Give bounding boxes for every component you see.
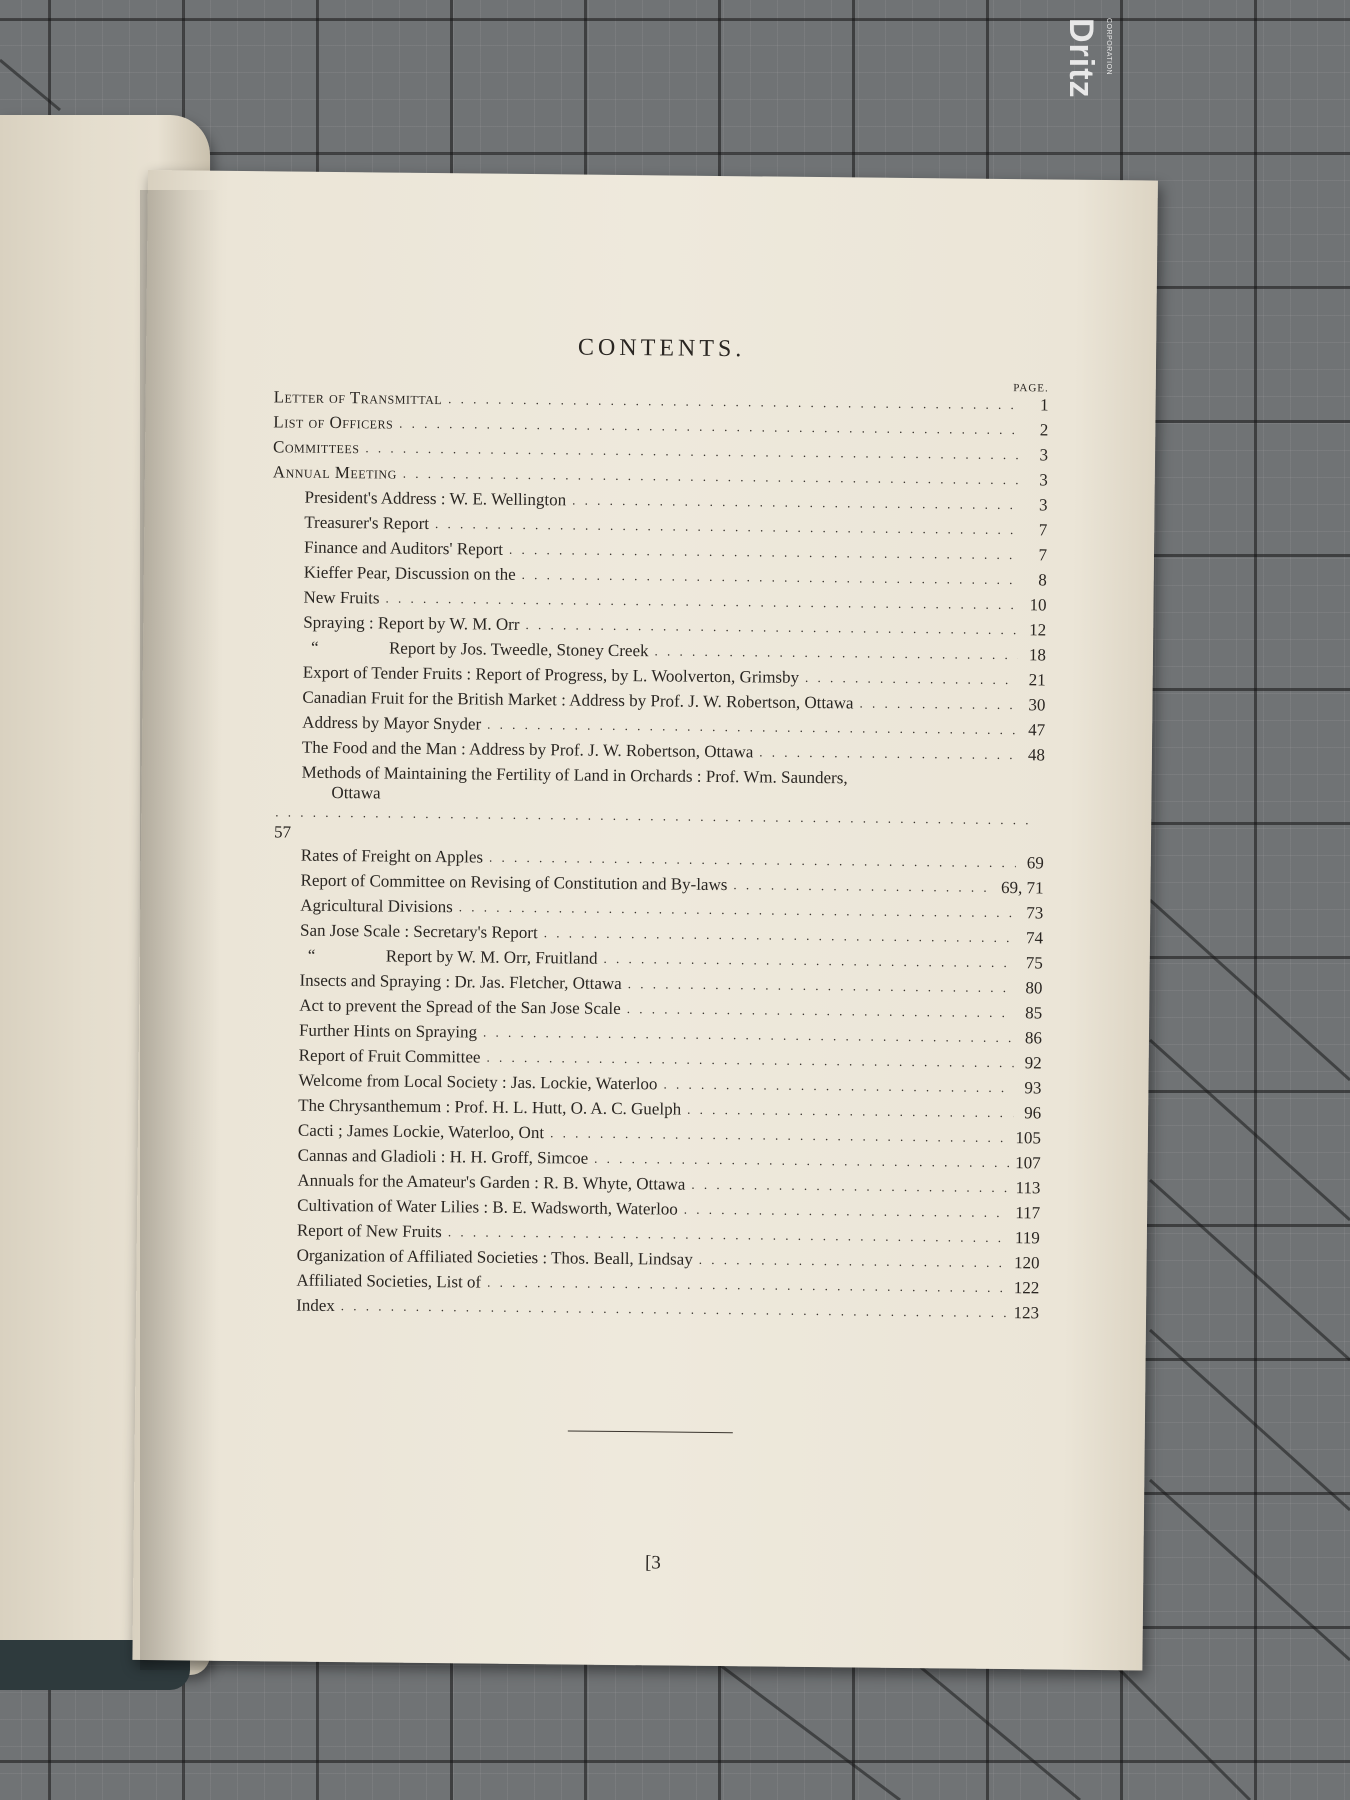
table-of-contents [264, 384, 1049, 1325]
toc-entry-title: Methods of Maintaining the Fertility of Land in Orchards : Prof. Wm. Saunders, [301, 762, 848, 788]
toc-entry-title: Cultivation of Water Lilies : B. E. Wadsworth, Waterloo [297, 1195, 678, 1219]
toc-entry-page: 21 [1028, 670, 1046, 690]
page-number: [3 [644, 1552, 661, 1574]
divider-rule [568, 1430, 733, 1433]
toc-entry-page: 107 [1015, 1153, 1041, 1173]
toc-entry-title: The Food and the Man : Address by Prof. J. W. Robertson, Ottawa [301, 737, 754, 762]
toc-entry-title: Committees [273, 437, 360, 458]
toc-entry-page: 93 [1024, 1078, 1042, 1098]
toc-entry-page: 69 [1026, 853, 1044, 873]
toc-entry-title: Annuals for the Amateur's Garden : R. B. Whyte, Ottawa [297, 1170, 686, 1194]
toc-entry-title: Rates of Freight on Apples [300, 845, 484, 867]
toc-entry-title-cont: Ottawa [331, 782, 381, 803]
toc-entry-title: Annual Meeting [272, 462, 397, 483]
toc-entry-page: 80 [1025, 978, 1043, 998]
toc-entry-title: Further Hints on Spraying [298, 1020, 478, 1042]
contents-title: CONTENTS. [577, 334, 746, 363]
toc-entry-page: 73 [1026, 903, 1044, 923]
toc-entry-page: 7 [1038, 520, 1048, 540]
spine-shadow [140, 190, 220, 1670]
contents-body [261, 331, 1049, 1578]
toc-entry-page: 74 [1025, 928, 1044, 948]
toc-entry-page: 105 [1015, 1128, 1042, 1148]
toc-entry-title: List of Officers [273, 412, 394, 433]
toc-entry-title: Canadian Fruit for the British Market : Address by Prof. J. W. Robertson, Ottawa [302, 687, 854, 713]
toc-entry-title: Letter of Transmittal [273, 387, 443, 409]
toc-entry-page: 8 [1038, 570, 1047, 590]
toc-entry-page: 57 [273, 822, 292, 842]
toc-entry-page: 119 [1014, 1228, 1040, 1248]
toc-entry-page: 3 [1038, 495, 1048, 515]
toc-entry-page: 96 [1024, 1103, 1042, 1123]
toc-entry-title: Report of Fruit Committee [298, 1045, 481, 1067]
toc-entry-page: 3 [1039, 445, 1049, 465]
toc-entry [269, 759, 1045, 850]
toc-entry-page: 2 [1039, 420, 1049, 440]
dot-leader [759, 739, 1017, 767]
toc-entry-page: 92 [1024, 1053, 1042, 1073]
toc-entry-page: 123 [1013, 1303, 1040, 1323]
toc-entry-title: Affiliated Societies, List of [296, 1270, 482, 1292]
dot-leader [805, 665, 1018, 692]
toc-entry-page: 7 [1038, 545, 1048, 565]
toc-entry-page: 3 [1039, 470, 1048, 490]
toc-entry-title: Welcome from Local Society : Jas. Lockie, Waterloo [298, 1070, 658, 1094]
toc-entry-page: 86 [1024, 1028, 1043, 1048]
toc-entry-title: The Chrysanthemum : Prof. H. L. Hutt, O. A. C. Guelph [298, 1095, 682, 1119]
page-column-label: PAGE. [1013, 382, 1049, 395]
toc-entry-title: Report of Committee on Revising of Constitution and By-laws [300, 870, 728, 895]
toc-entry-title: Report of New Fruits [296, 1220, 442, 1242]
dot-leader [699, 1247, 1009, 1275]
toc-entry-title: Organization of Affiliated Societies : Thos. Beall, Lindsay [296, 1245, 693, 1269]
toc-entry-page: 117 [1015, 1203, 1041, 1223]
toc-entry-title [268, 942, 598, 970]
contents-page [132, 170, 1158, 1670]
toc-entry-page: 12 [1029, 620, 1047, 640]
toc-entry-title: Cannas and Gladioli : H. H. Groff, Simcoe [297, 1145, 589, 1168]
toc-entry-title: Cacti ; James Lockie, Waterloo, Ont [297, 1120, 545, 1143]
ditto-mark: “ [307, 945, 316, 965]
mat-brand-logo [1030, 18, 1140, 108]
toc-entry-title: Spraying : Report by W. M. Orr [303, 612, 520, 634]
toc-entry-title: Index [296, 1295, 335, 1316]
toc-entry-page: 18 [1028, 645, 1047, 665]
dot-leader [691, 1172, 1009, 1200]
toc-entry-page: 1 [1039, 395, 1049, 415]
toc-entry-title: Address by Mayor Snyder [302, 712, 482, 734]
toc-entry-page: 69, 71 [1000, 877, 1044, 898]
toc-entry-title: New Fruits [303, 587, 380, 608]
dot-leader [859, 690, 1017, 717]
toc-entry-page: 122 [1013, 1278, 1040, 1298]
toc-entry-title: Treasurer's Report [304, 512, 430, 533]
mat-brand-name: Dritz [1062, 18, 1100, 99]
toc-entry-page: 10 [1029, 595, 1047, 615]
toc-entry-page: 30 [1028, 695, 1046, 715]
toc-entry-page: 85 [1025, 1003, 1043, 1023]
toc-entry-page: 47 [1028, 720, 1046, 740]
toc-entry-title: San Jose Scale : Secretary's Report [299, 920, 538, 943]
toc-entry-title: Agricultural Divisions [300, 895, 453, 917]
dot-leader [687, 1097, 1013, 1125]
toc-entry-page: 75 [1025, 953, 1043, 973]
dot-leader [654, 638, 1018, 667]
dot-leader [275, 802, 1038, 830]
toc-entry-text: Report by W. M. Orr, Fruitland [385, 946, 598, 968]
toc-entry-title: Act to prevent the Spread of the San Jose Scale [299, 995, 621, 1018]
toc-entry-page: 48 [1027, 745, 1046, 765]
dot-leader [684, 1197, 1010, 1225]
toc-entry-title: Insects and Spraying : Dr. Jas. Fletcher, Ottawa [299, 970, 622, 994]
toc-entry-page: 113 [1015, 1178, 1041, 1198]
mat-brand-sub: CORPORATION [1105, 18, 1112, 76]
toc-entry-title: Finance and Auditors' Report [303, 537, 504, 559]
toc-entry-title: Export of Tender Fruits : Report of Progress, by L. Woolverton, Grimsby [302, 662, 800, 687]
dot-leader [733, 872, 995, 900]
toc-entry-title: Kieffer Pear, Discussion on the [303, 562, 516, 584]
toc-entry-page: 120 [1014, 1253, 1040, 1273]
toc-entry-text: Report by Jos. Tweedle, Stoney Creek [388, 638, 649, 661]
toc-entry-title: President's Address : W. E. Wellington [304, 487, 567, 510]
ditto-mark: “ [310, 637, 319, 657]
dot-leader [663, 1071, 1013, 1100]
